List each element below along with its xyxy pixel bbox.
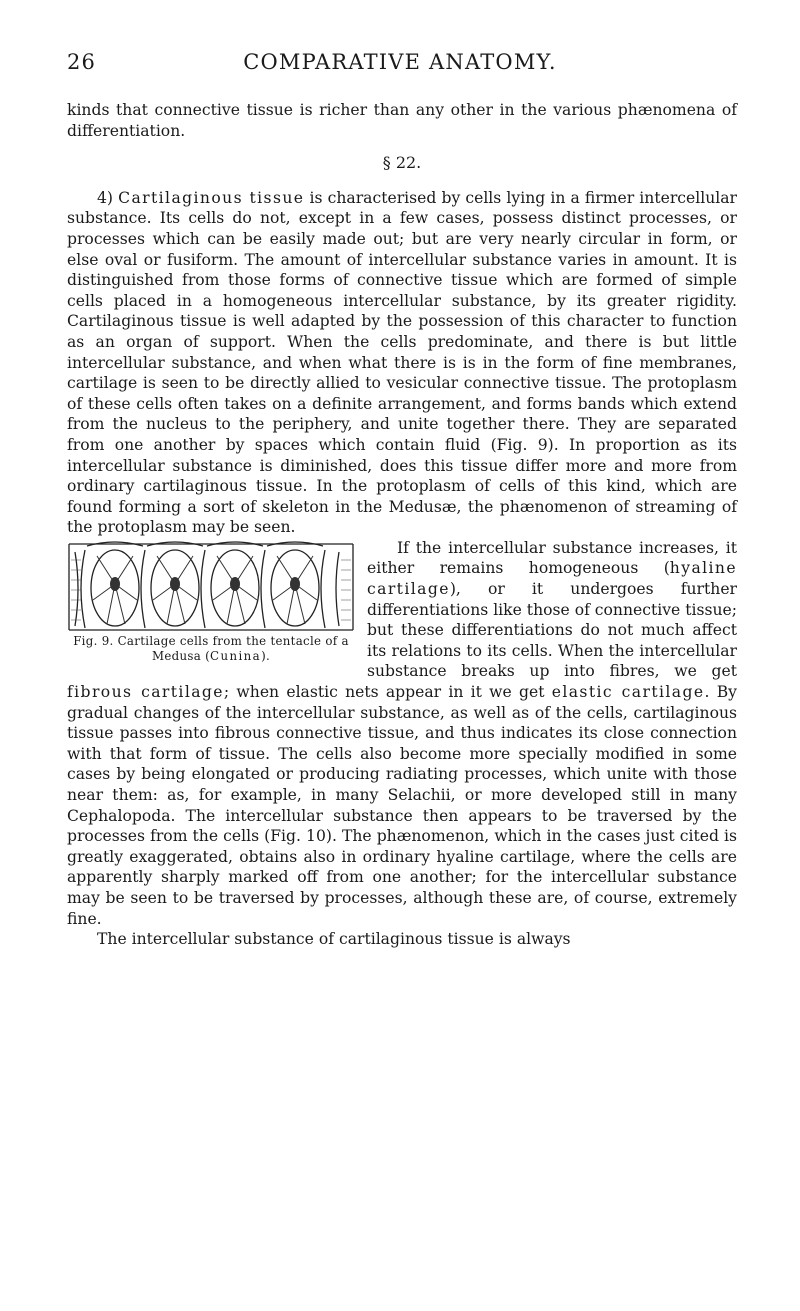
term-fibrous-cartilage: fibrous cartilage — [67, 683, 224, 702]
caption-genus: Cunina — [210, 648, 262, 663]
final-paragraph: The intercellular substance of cartilaginous tissue is always — [97, 930, 571, 949]
running-header — [0, 50, 800, 80]
term-hyaline-cartilage: hyaline cartilage — [367, 559, 737, 599]
page-number: 26 — [67, 50, 97, 74]
running-title: COMPARATIVE ANATOMY. — [243, 50, 557, 74]
item-number: 4) — [97, 188, 119, 207]
body-text — [67, 100, 737, 950]
section-heading: § 22. — [382, 153, 422, 173]
cartilage-cells-illustration — [67, 540, 355, 632]
figure-caption: Fig. 9. Cartilage cells from the tentacle of a Medusa (Cunina). — [73, 633, 349, 663]
figure-9 — [67, 540, 355, 664]
paragraph-intercellular-substance: If the intercellular substance increases, it either remains homogeneous (hyaline cartilage), or it undergoes further differentiations like those of connective tissue; but these differentiations do not much affect its relations to its cells. When the intercellular substance breaks up into fibres, we get fibrous cartilage; when elastic nets appear in it we get elastic cartilage. By gradual changes of the intercellular substance, as well as of the cells, cartilaginous tissue passes into fibrous connective tissue, and thus indicates its close connection with that form of tissue. The cells also become more specially modified in some cases by being elongated or producing radiating processes, which unite with those near them: as, for example, in many Selachii, or more developed still in many Cephalopoda. The intercellular substance then appears to be traversed by the processes from the cells (Fig. 10). The phænomenon, which in the cases just cited is greatly exaggerated, obtains also in ordinary hyaline cartilage, where the cells are apparently sharply marked off from one another; for the intercellular substance may be seen to be traversed by processes, although these are, of course, extremely fine. — [67, 538, 738, 928]
intro-paragraph: kinds that connective tissue is richer than any other in the various phænomena of differentiation. — [67, 101, 737, 140]
paragraph-text: is characterised by cells lying in a firmer intercellular substance. Its cells do not, except in a few cases, possess distinct processes, or processes which can be easily made out; but are very nearly circular in form, or else oval or fusiform. The amount of intercellular substance varies in amount. It is distinguished from those forms of connective tissue which are formed of simple cells placed in a homogeneous intercellular substance, by its greater rigidity. Cartilaginous tissue is well adapted by the possession of this character to function as an organ of support. When the cells predominate, and there is but little intercellular substance, and when what there is is in the form of fine membranes, cartilage is seen to be directly allied to vesicular connective tissue. The protoplasm of these cells often takes on a definite arrangement, and forms bands which extend from the nucleus to the periphery, and unite together there. They are separated from one another by spaces which contain fluid (Fig. 9). In proportion as its intercellular substance is diminished, does this tissue differ more and more from ordinary cartilaginous tissue. In the protoplasm of cells of this kind, which are found forming a sort of skeleton in the Medusæ, the phænomenon of streaming of the protoplasm may be seen. — [67, 188, 738, 537]
paragraph-cartilaginous-tissue — [67, 188, 737, 538]
term-cartilaginous-tissue: Cartilaginous tissue — [118, 188, 305, 207]
term-elastic-cartilage: elastic cartilage — [551, 683, 705, 702]
